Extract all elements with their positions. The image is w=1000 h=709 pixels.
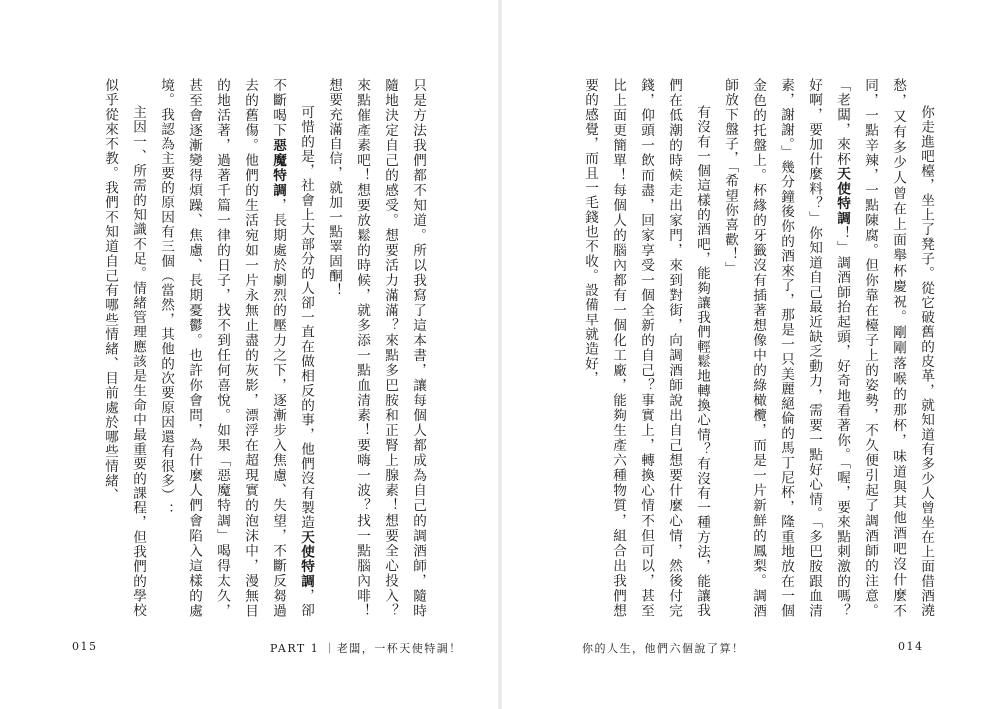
text-run: 你走進吧檯，坐上了凳子。從它破舊的皮革，就知道有多少人曾坐在上面借酒澆愁，又有多少人曾在上面舉杯慶祝。剛剛落喉的那杯，味道與其他酒吧沒什麼不同，一點辛辣，一點陳腐。但你靠在檯子上的姿勢，不久便引起了調酒師的注意。「老闆，來杯 bbox=[834, 78, 934, 618]
right-page bbox=[500, 0, 1000, 709]
paragraph bbox=[96, 78, 152, 618]
text-run: ，卻不斷喝下 bbox=[270, 78, 314, 618]
paragraph bbox=[152, 78, 320, 618]
running-head: 你的人生，他們六個說了算！ bbox=[582, 642, 745, 655]
paragraph bbox=[716, 78, 940, 618]
text-run: ！」調酒師抬起頭，好奇地看著你。「喔，要來點刺激的嗎？好啊，要加什麼料？」你知道自己最近缺乏動力，需要一點好心情。「多巴胺跟血清素，謝謝。」幾分鐘後你的酒來了，那是一只美麗絕倫的馬丁尼杯，隆重地放在一個金色的托盤上。杯緣的牙籤沒有插著想像中的綠橄欖，而是一片新鮮的鳳梨。調酒師放下盤子，「希望你喜歡！」 bbox=[722, 78, 850, 618]
page-number: 015 bbox=[72, 640, 98, 653]
paragraph bbox=[580, 78, 716, 618]
bold-term: 天使特調 bbox=[834, 166, 850, 226]
text-run: 有沒有一個這樣的酒吧，能夠讓我們輕鬆地轉換心情？有沒有一種方法，能讓我們在低潮的時候走出家門，來到對街，向調酒師說出自己想要什麼心情，然後付完錢，仰頭一飲而盡，回家享受一個全新的自己？事實上，轉換心情不但可以，甚至比上面更簡單！每個人的腦內都有一個化工廠，能夠生產六種物質，組合出我們想要的感覺，而且一毛錢也不收。設備早就造好， bbox=[582, 78, 710, 618]
text-run: 只是方法我們都不知道。所以我寫了這本書，讓每個人都成為自己的調酒師，隨時隨地決定自己的感受。想要活力滿滿？來點多巴胺和正腎上腺素！想要全心投入？來點催產素吧！想要放鬆的時候，就多添一點血清素！要嗨一波？找一點腦內啡！想要充滿自信，就加一點睪固酮！ bbox=[326, 78, 426, 618]
bold-term: 天使特調 bbox=[298, 530, 314, 589]
running-head: PART 1 ｜老闆，一杯天使特調！ bbox=[270, 642, 462, 655]
page-number: 014 bbox=[898, 640, 924, 653]
left-page-body bbox=[72, 78, 432, 618]
paragraph bbox=[320, 78, 432, 618]
text-run: ，長期處於劇烈的壓力之下，逐漸步入焦慮、失望，不斷反芻過去的舊傷。他們的生活宛如一片永無止盡的灰影，漂浮在超現實的泡沫中，漫無目的地活著，過著千篇一律的日子，找不到任何喜悅。如果「惡魔特調」喝得太久，甚至會逐漸變得煩躁、焦慮、長期憂鬱。也許你會問，為什麼人們會陷入這樣的處境。我認為主要的原因有三個（當然，其他的次要原因還有很多）： bbox=[158, 78, 286, 618]
text-run: 可惜的是，社會上大部分的人卻一直在做相反的事，他們沒有製造 bbox=[298, 105, 314, 531]
bold-term: 惡魔特調 bbox=[270, 138, 286, 199]
text-run: 主因一、所需的知識不足。情緒管理應該是生命中最重要的課程，但我們的學校似乎從來不教。我們不知道自己有哪些情緒、目前處於哪些情緒、 bbox=[102, 78, 146, 618]
right-page-body bbox=[580, 78, 940, 618]
